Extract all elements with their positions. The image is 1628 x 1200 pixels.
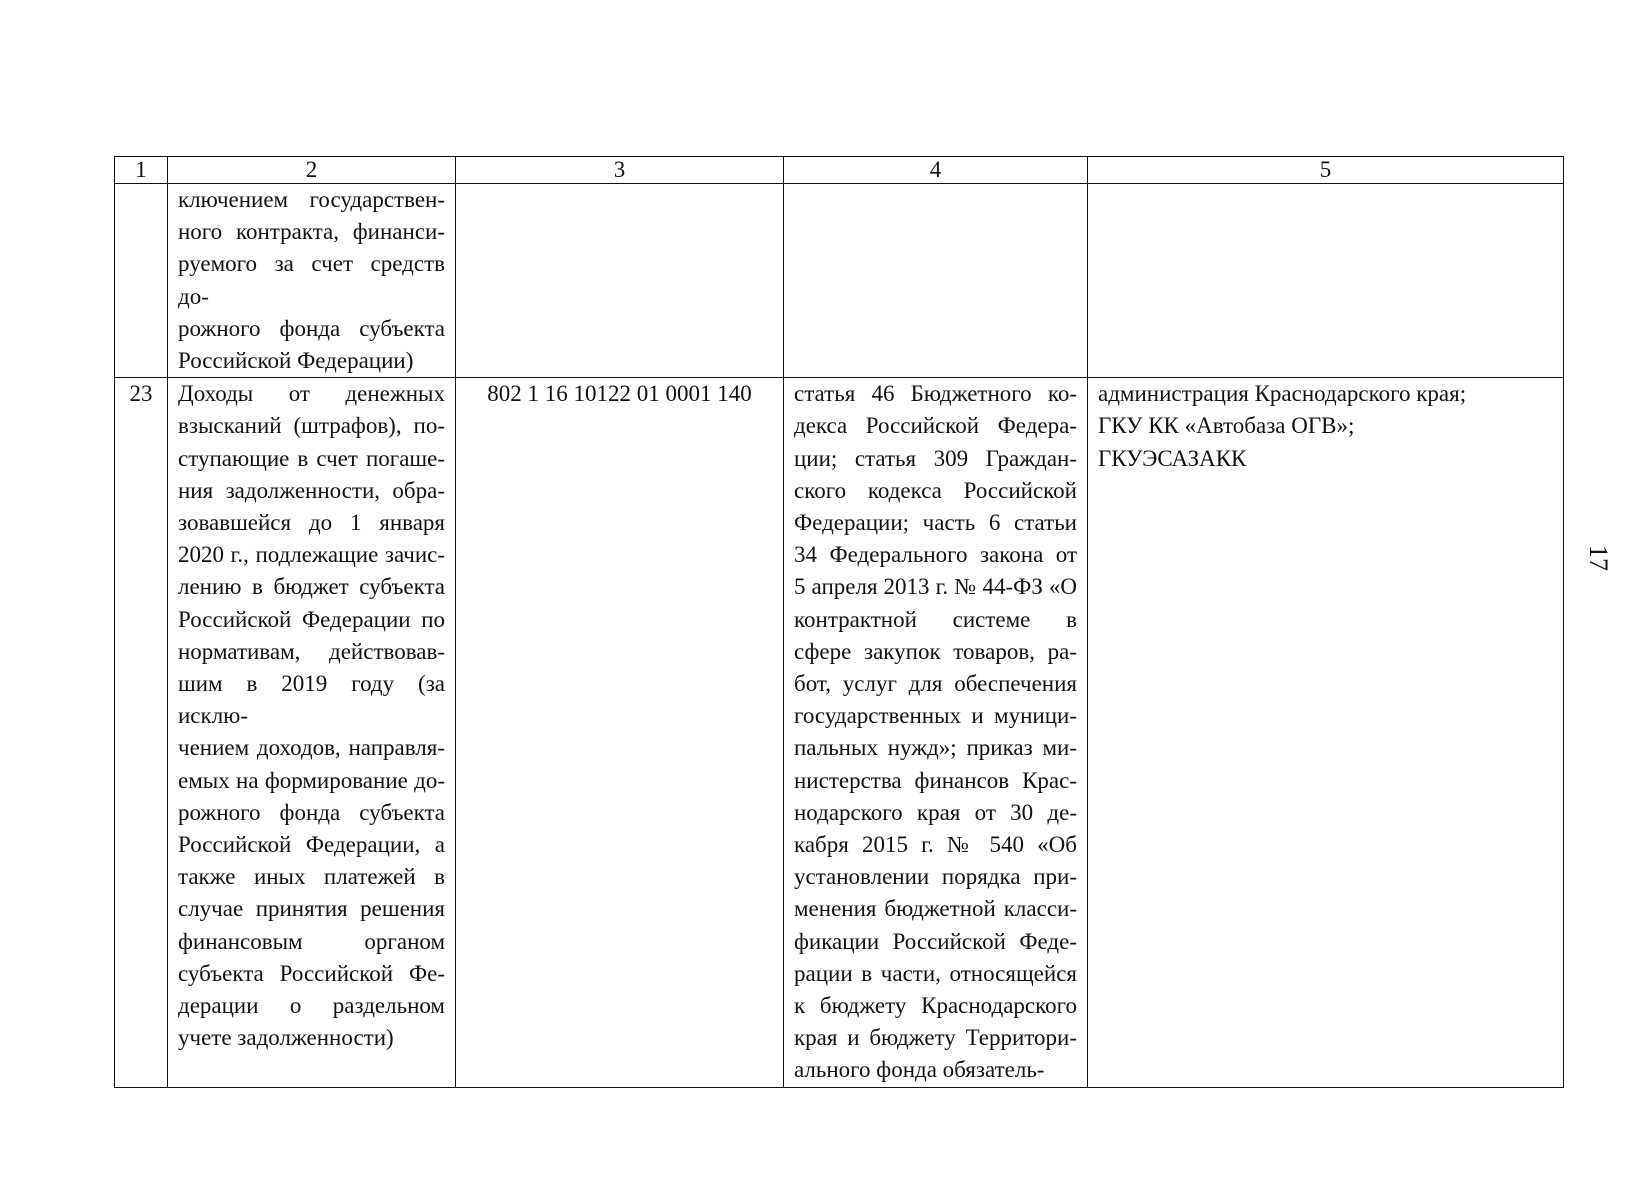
text-line: установлении порядка при-	[794, 864, 1077, 890]
text-line: Доходы от денежных	[178, 381, 445, 407]
cell-description-continued	[168, 184, 456, 378]
text-line: администрация Краснодарского края;	[1098, 381, 1467, 407]
text-line: рации в части, относящейся	[794, 960, 1077, 986]
text-line: статья 46 Бюджетного ко-	[794, 381, 1077, 407]
text-line: нодарского края от 30 де-	[794, 799, 1077, 825]
text-line: контрактной системе в	[794, 606, 1077, 632]
text-line: емых на формирование до-	[178, 767, 445, 793]
table-row-continuation	[115, 184, 1564, 378]
table-header-row	[115, 157, 1564, 184]
text-line: ния задолженности, обра-	[178, 477, 445, 503]
cell-administrator-empty	[1088, 184, 1564, 378]
text-line: ГКУЭСАЗАКК	[1098, 445, 1247, 471]
cell-administrators	[1088, 378, 1564, 1087]
text-line: пальных нужд»; приказ ми-	[794, 735, 1077, 761]
header-col-3: 3	[456, 157, 784, 184]
cell-budget-code: 802 1 16 10122 01 0001 140	[456, 378, 784, 1087]
header-col-4: 4	[784, 157, 1088, 184]
text-line: Российской Федерации, а	[178, 832, 445, 858]
text-line: сфере закупок товаров, ра-	[794, 638, 1077, 664]
text-line: случае принятия решения	[178, 896, 445, 922]
text-line: декса Российской Федера-	[794, 413, 1077, 439]
text-line: ального фонда обязатель-	[794, 1057, 1045, 1083]
text-line: ключением государствен-	[178, 187, 445, 212]
text-line: ции; статья 309 Граждан-	[794, 445, 1077, 471]
header-col-1: 1	[115, 157, 168, 184]
table-row-23	[115, 378, 1564, 1087]
text-line: нистерства финансов Крас-	[794, 767, 1077, 793]
cell-row-number: 23	[115, 378, 168, 1087]
text-line: ного контракта, финанси-	[178, 219, 445, 245]
text-line: фикации Российской Феде-	[794, 928, 1077, 954]
text-line: ГКУ КК «Автобаза ОГВ»;	[1098, 413, 1355, 439]
cell-code-empty	[456, 184, 784, 378]
revenue-table	[114, 156, 1564, 1088]
text-line: рожного фонда субъекта	[178, 799, 445, 825]
text-line: Российской Федерации)	[178, 348, 414, 374]
text-line: края и бюджету Территори-	[794, 1025, 1077, 1051]
header-col-5: 5	[1088, 157, 1564, 184]
header-col-2: 2	[168, 157, 456, 184]
text-line: Федерации; часть 6 статьи	[794, 510, 1077, 536]
text-line: ского кодекса Российской	[794, 477, 1077, 503]
text-line: взысканий (штрафов), по-	[178, 413, 445, 439]
text-line: менения бюджетной класси-	[794, 896, 1077, 922]
text-line: ступающие в счет погаше-	[178, 445, 445, 471]
text-line: чением доходов, направля-	[178, 735, 445, 761]
text-line: государственных и муници-	[794, 703, 1077, 729]
text-line: рожного фонда субъекта	[178, 315, 445, 341]
text-line: Российской Федерации по	[178, 606, 445, 632]
text-line: 5 апреля 2013 г. № 44-ФЗ «О	[794, 574, 1077, 600]
cell-number-empty	[115, 184, 168, 378]
text-line: субъекта Российской Фе-	[178, 960, 445, 986]
text-line: кабря 2015 г. № 540 «Об	[794, 832, 1077, 858]
text-line: учете задолженности)	[178, 1025, 394, 1051]
cell-legal-basis	[784, 378, 1088, 1087]
text-line: также иных платежей в	[178, 864, 445, 890]
text-line: зовавшейся до 1 января	[178, 510, 445, 536]
text-line: руемого за счет средств до-	[178, 251, 445, 309]
text-line: финансовым органом	[178, 928, 445, 954]
cell-legal-basis-empty	[784, 184, 1088, 378]
text-line: дерации о раздельном	[178, 993, 445, 1019]
page-number: 17	[1584, 545, 1613, 571]
text-line: 34 Федерального закона от	[794, 542, 1077, 568]
text-line: к бюджету Краснодарского	[794, 993, 1077, 1019]
text-line: шим в 2019 году (за исклю-	[178, 671, 445, 729]
text-line: 2020 г., подлежащие зачис-	[178, 542, 445, 568]
text-line: нормативам, действовав-	[178, 638, 445, 664]
cell-revenue-description	[168, 378, 456, 1087]
text-line: бот, услуг для обеспечения	[794, 671, 1077, 697]
text-line: лению в бюджет субъекта	[178, 574, 445, 600]
